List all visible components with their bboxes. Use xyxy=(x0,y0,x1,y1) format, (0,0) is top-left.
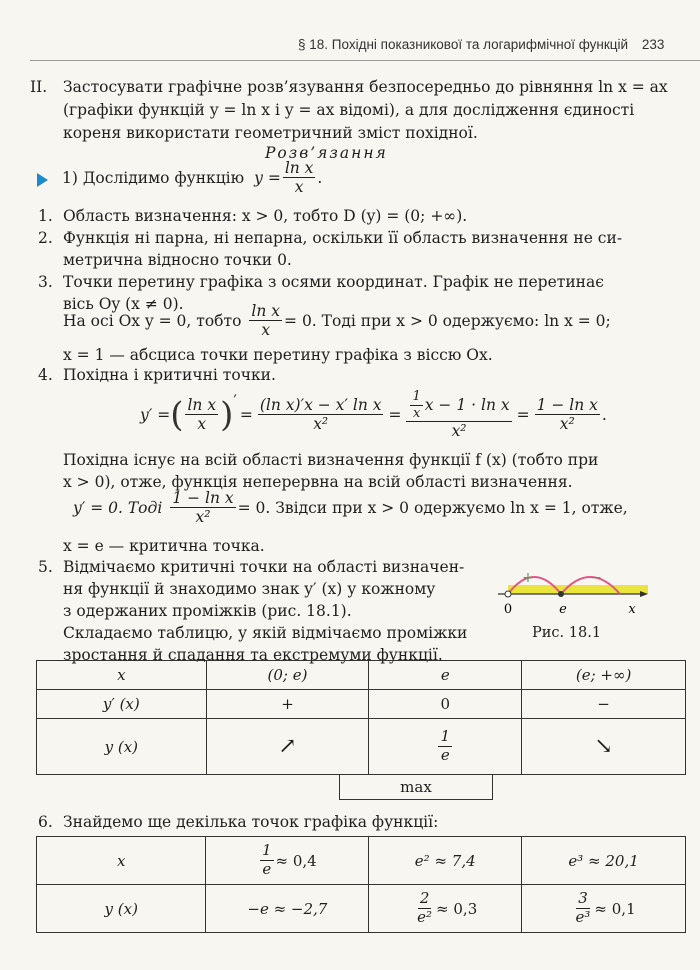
formula-end: . xyxy=(601,405,607,424)
formula-left-paren: ( xyxy=(170,394,184,435)
step2-line-2: метрична відносно точки 0. xyxy=(63,251,292,269)
formula-den-4: x² xyxy=(559,415,575,434)
step4-line-3 xyxy=(73,490,628,526)
step3-fraction xyxy=(249,303,282,339)
step4-line3-pre: y′ = 0. Тоді xyxy=(73,498,163,517)
section-marker-icon xyxy=(37,173,48,187)
table2-x-label: x xyxy=(37,837,206,885)
step4-den: x² xyxy=(195,508,211,527)
step3-line-1: Точки перетину графіка з осями координат. Графік не перетинає xyxy=(63,273,604,291)
y2-num: 2 xyxy=(419,889,430,908)
max-value-fraction xyxy=(438,729,452,764)
formula-num-1: ln x xyxy=(187,396,217,414)
step3-den: x xyxy=(261,321,271,340)
y3-fraction xyxy=(574,891,593,926)
formula-eq-3: = xyxy=(516,405,530,424)
increasing-arrow-icon: ↗ xyxy=(206,719,369,775)
formula-frac-4 xyxy=(535,397,600,433)
table2-y-row xyxy=(37,885,686,933)
formula-den-1: x xyxy=(197,415,207,434)
table1-max-value xyxy=(369,719,522,775)
table1-header-interval-1: (0; e) xyxy=(206,661,369,690)
formula-inner-frac xyxy=(410,390,422,420)
points-table xyxy=(36,836,686,933)
intro-line-2: (графіки функцій y = ln x і y = ax відомі), а для дослідження єдиності xyxy=(63,101,635,119)
step4-title: Похідна і критичні точки. xyxy=(63,366,276,384)
formula-inner-num: 1 xyxy=(412,389,421,404)
x1-fraction xyxy=(260,843,274,878)
page-number: 233 xyxy=(641,37,665,52)
table2-x-row xyxy=(37,837,686,885)
formula-prime: ′ xyxy=(233,392,237,410)
step5-line-3: з одержаних проміжків (рис. 18.1). xyxy=(63,602,352,620)
step6-marker: 6. xyxy=(38,813,53,831)
minus-sign: − xyxy=(590,570,602,586)
extremum-label: max xyxy=(340,775,493,800)
table2-x-cell-1 xyxy=(206,837,369,885)
step0-text: 1) Дослідимо функцію xyxy=(62,168,245,187)
y3-approx: ≈ 0,1 xyxy=(594,899,636,918)
y2-den: e² xyxy=(417,908,433,926)
derivative-formula xyxy=(140,390,607,440)
table2-y-label: y (x) xyxy=(37,885,206,933)
header-title: § 18. Похідні показникової та логарифмічної функцій xyxy=(298,37,629,52)
monotonicity-table xyxy=(36,660,686,775)
header-rule xyxy=(30,60,700,61)
step0-line xyxy=(62,160,322,196)
step0-den: x xyxy=(294,178,304,197)
step4-fraction xyxy=(170,490,235,526)
table1-derivative-label: y′ (x) xyxy=(37,690,207,719)
step3-marker: 3. xyxy=(38,273,53,291)
axis-label-e: e xyxy=(559,602,567,617)
formula-frac-3 xyxy=(406,390,511,440)
step1-text: Область визначення: x > 0, тобто D (y) = (0; +∞). xyxy=(63,207,468,225)
table1-derivative-row xyxy=(37,690,686,719)
step3-line-2: вісь Oy (x ≠ 0). xyxy=(63,295,184,313)
step4-line3-post: = 0. Звідси при x > 0 одержуємо ln x = 1, отже, xyxy=(237,498,628,517)
running-header xyxy=(298,37,664,52)
step4-line-4: x = e — критична точка. xyxy=(63,537,265,555)
table1-derivative-sign-1: + xyxy=(206,690,369,719)
x1-approx: ≈ 0,4 xyxy=(275,851,317,870)
solution-heading: Розв’язання xyxy=(265,144,388,162)
y2-approx: ≈ 0,3 xyxy=(436,899,478,918)
step5-line-1: Відмічаємо критичні точки на області визначен- xyxy=(63,558,465,576)
formula-num-2: (ln x)′x − x′ ln x xyxy=(259,396,382,414)
intro-line-1: Застосувати графічне розв’язування безпосередньо до рівняння ln x = ax xyxy=(63,78,668,96)
figure-caption: Рис. 18.1 xyxy=(532,625,602,641)
formula-frac-2 xyxy=(258,397,384,433)
table1-derivative-zero: 0 xyxy=(369,690,522,719)
sign-diagram-figure xyxy=(488,560,688,620)
formula-frac-1 xyxy=(185,397,218,433)
extremum-cell-table xyxy=(339,774,493,800)
table2-x-cell-2: e² ≈ 7,4 xyxy=(369,837,522,885)
decreasing-arrow-icon: ↘ xyxy=(522,719,686,775)
open-point-zero xyxy=(505,591,511,597)
formula-inner-den: x xyxy=(412,405,421,421)
table1-function-row xyxy=(37,719,686,775)
formula-den-2: x² xyxy=(313,415,329,434)
intro-line-3: кореня використати геометричний зміст похідної. xyxy=(63,124,478,142)
table1-header-row xyxy=(37,661,686,690)
plus-sign: + xyxy=(522,570,534,586)
step4-marker: 4. xyxy=(38,366,53,384)
step0-num: ln x xyxy=(284,159,314,177)
table1-header-e: e xyxy=(369,661,522,690)
x1-den: e xyxy=(262,860,272,878)
table2-y-cell-3 xyxy=(522,885,686,933)
formula-num-4: 1 − ln x xyxy=(536,396,598,414)
formula-eq-1: = xyxy=(239,405,253,424)
table2-y-cell-1: −e ≈ −2,7 xyxy=(206,885,369,933)
table1-header-interval-2: (e; +∞) xyxy=(522,661,686,690)
critical-point-e xyxy=(558,591,564,597)
step1-marker: 1. xyxy=(38,207,53,225)
intro-marker: II. xyxy=(30,78,48,96)
y3-den: e³ xyxy=(575,908,591,926)
step4-num: 1 − ln x xyxy=(172,489,234,507)
formula-lhs: y′ = xyxy=(140,405,171,424)
step3-line3-pre: На осі Ox y = 0, тобто xyxy=(63,311,242,330)
formula-right-paren: ) xyxy=(220,394,234,435)
step2-marker: 2. xyxy=(38,229,53,247)
table1-header-x: x xyxy=(37,661,207,690)
max-value-num: 1 xyxy=(440,727,451,746)
step3-line3-post: = 0. Тоді при x > 0 одержуємо: ln x = 0; xyxy=(284,311,611,330)
step5-marker: 5. xyxy=(38,558,53,576)
axis-label-x: x xyxy=(628,602,636,617)
table2-y-cell-2 xyxy=(369,885,522,933)
step2-line-1: Функція ні парна, ні непарна, оскільки її область визначення не си- xyxy=(63,229,623,247)
y3-num: 3 xyxy=(578,889,588,908)
step3-line-4: x = 1 — абсциса точки перетину графіка з віссю Ox. xyxy=(63,346,493,364)
table2-x-cell-3: e³ ≈ 20,1 xyxy=(522,837,686,885)
step6-text: Знайдемо ще декілька точок графіка функції: xyxy=(63,813,439,831)
step5-line-2: ня функції й знаходимо знак y′ (x) у кожному xyxy=(63,580,436,598)
step3-num: ln x xyxy=(251,302,281,320)
formula-eq-2: = xyxy=(388,405,402,424)
formula-num-3-rest: x − 1 · ln x xyxy=(424,396,510,414)
step5-line-4: Складаємо таблицю, у якій відмічаємо проміжки xyxy=(63,624,468,642)
step3-line-3 xyxy=(63,303,611,339)
step5-line-5: зростання й спадання та екстремуми функції. xyxy=(63,646,443,664)
y2-fraction xyxy=(415,891,434,926)
formula-num-3 xyxy=(406,390,511,422)
step0-end: . xyxy=(317,168,323,187)
x1-num: 1 xyxy=(261,841,272,860)
formula-den-3: x² xyxy=(451,422,467,441)
table1-derivative-sign-2: − xyxy=(522,690,686,719)
step0-fraction xyxy=(283,160,316,196)
axis-label-zero: 0 xyxy=(503,602,513,617)
max-value-den: e xyxy=(440,746,450,764)
step4-line-2: x > 0), отже, функція неперервна на всій області визначення. xyxy=(63,473,573,491)
sign-band xyxy=(508,585,648,594)
step4-line-1: Похідна існує на всій області визначення функції f (x) (тобто при xyxy=(63,451,599,469)
step0-var: y = xyxy=(254,168,281,187)
table1-function-label: y (x) xyxy=(37,719,207,775)
